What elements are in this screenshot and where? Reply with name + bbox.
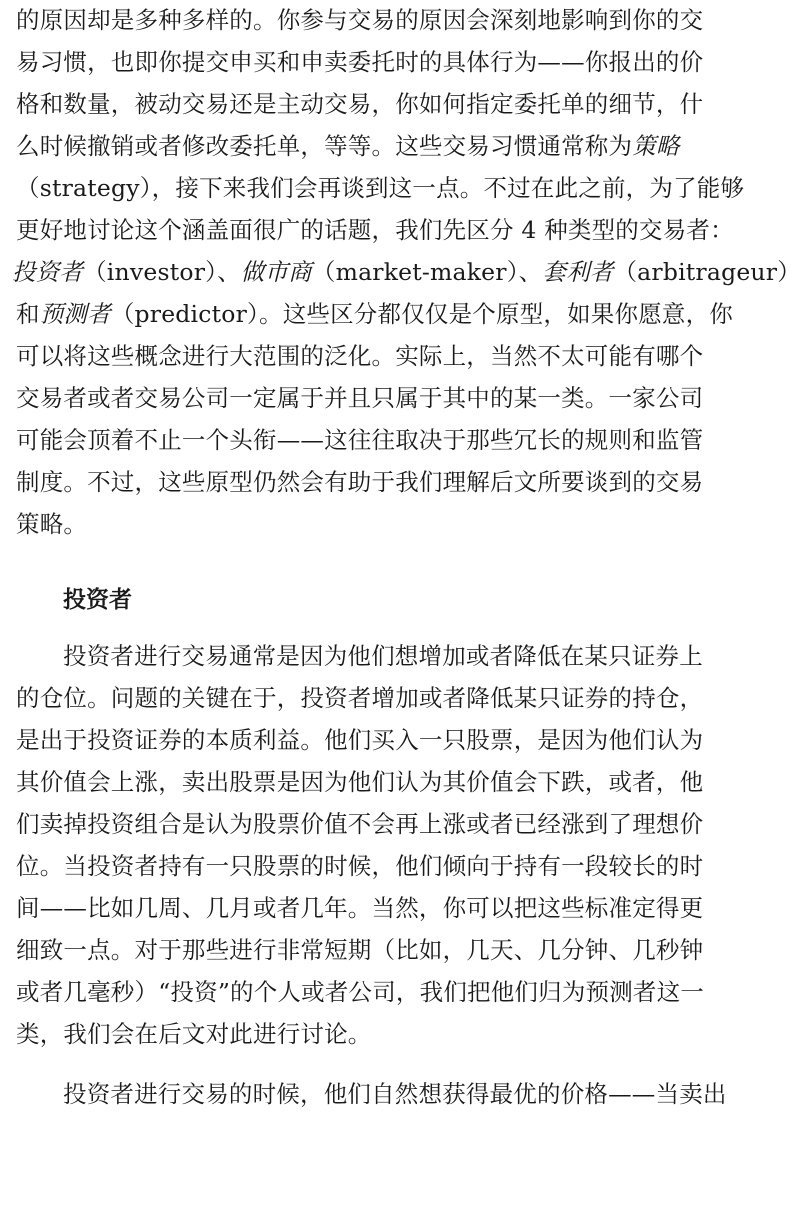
text-line <box>16 294 733 334</box>
text-line: 投资者进行交易通常是因为他们想增加或者降低在某只证券上 <box>63 642 703 670</box>
text-line: 更好地讨论这个涵盖面很广的话题，我们先区分 4 种类型的交易者： <box>16 216 734 244</box>
section-heading: 投资者 <box>63 587 132 613</box>
text-line: 的仓位。问题的关键在于，投资者增加或者降低某只证券的持仓， <box>16 684 704 712</box>
text-line: 们卖掉投资组合是认为股票价值不会再上涨或者已经涨到了理想价 <box>16 810 704 838</box>
term-arbitrageur: 套利者 <box>542 258 614 286</box>
text-line: 或者几毫秒）“投资”的个人或者公司，我们把他们归为预测者这一 <box>16 978 705 1006</box>
text-line: 位。当投资者持有一只股票的时候，他们倾向于持有一段较长的时 <box>16 852 704 880</box>
text-line: 易习惯，也即你提交申买和申卖委托时的具体行为——你报出的价 <box>16 48 704 76</box>
text-segment: 和 <box>16 300 40 328</box>
text-segment: （market-maker）、 <box>311 258 543 286</box>
text-line: 间——比如几周、几月或者几年。当然，你可以把这些标准定得更 <box>16 894 704 922</box>
text-line: 投资者进行交易的时候，他们自然想获得最优的价格——当卖出 <box>63 1080 727 1108</box>
term-strategy: 策略 <box>632 132 680 160</box>
text-line: 交易者或者交易公司一定属于并且只属于其中的某一类。一家公司 <box>16 384 704 412</box>
text-segment: （predictor）。这些区分都仅仅是个原型，如果你愿意，你 <box>110 300 733 328</box>
text-line: 策略。 <box>16 510 88 538</box>
text-line: 是出于投资证券的本质利益。他们买入一只股票，是因为他们认为 <box>16 726 704 754</box>
term-predictor: 预测者 <box>39 300 111 328</box>
text-line <box>16 126 680 166</box>
text-line: 可能会顶着不止一个头衔——这往往取决于那些冗长的规则和监管 <box>16 426 704 454</box>
text-line: 细致一点。对于那些进行非常短期（比如，几天、几分钟、几秒钟 <box>16 936 704 964</box>
term-investor: 投资者 <box>12 258 84 286</box>
text-segment: 么时候撤销或者修改委托单，等等。这些交易习惯通常称为 <box>16 132 633 160</box>
text-segment: （arbitrageur） <box>613 258 801 286</box>
term-market-maker: 做市商 <box>240 258 312 286</box>
text-line: （strategy），接下来我们会再谈到这一点。不过在此之前，为了能够 <box>16 174 745 202</box>
text-line: 制度。不过，这些原型仍然会有助于我们理解后文所要谈到的交易 <box>16 468 704 496</box>
text-line <box>12 252 801 292</box>
text-line: 的原因却是多种多样的。你参与交易的原因会深刻地影响到你的交 <box>16 6 704 34</box>
text-line: 其价值会上涨，卖出股票是因为他们认为其价值会下跌，或者，他 <box>16 768 704 796</box>
text-line: 类，我们会在后文对此进行讨论。 <box>16 1020 372 1048</box>
text-line: 格和数量，被动交易还是主动交易，你如何指定委托单的细节，什 <box>16 90 704 118</box>
text-line: 可以将这些概念进行大范围的泛化。实际上，当然不太可能有哪个 <box>16 342 704 370</box>
text-segment: （investor）、 <box>83 258 241 286</box>
